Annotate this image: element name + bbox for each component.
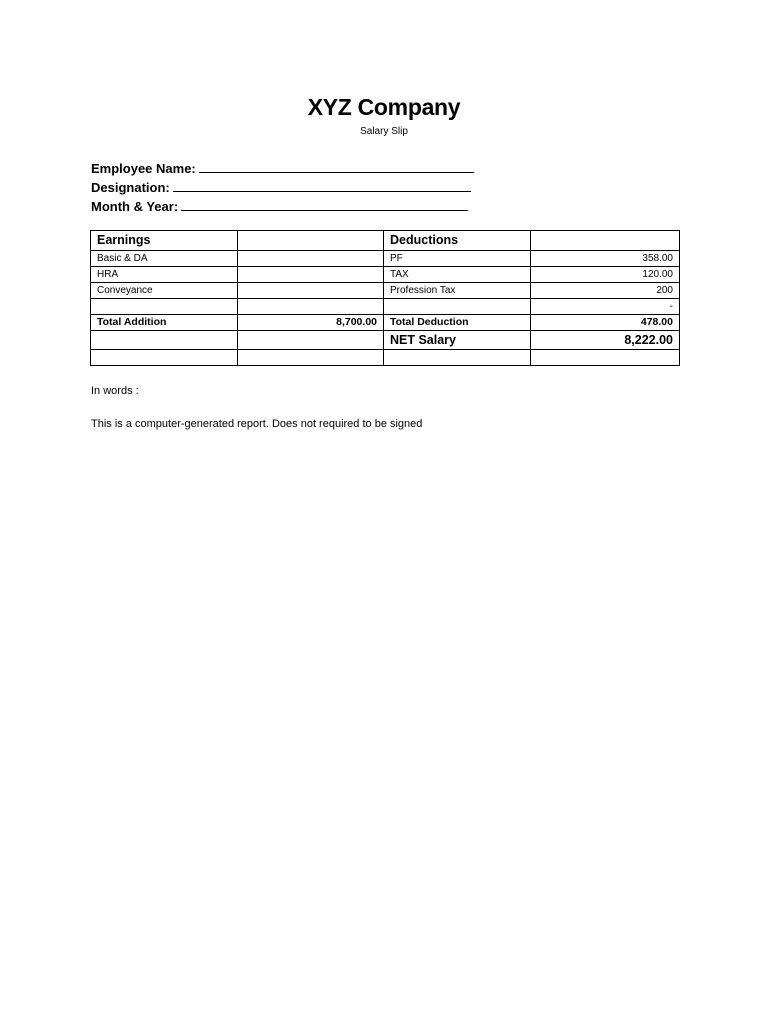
month-year-label: Month & Year:: [91, 199, 179, 214]
earning-amount: [238, 267, 384, 283]
empty-cell: [384, 350, 531, 366]
total-deduction-value: 478.00: [531, 315, 680, 331]
total-addition-label: Total Addition: [91, 315, 238, 331]
designation-blank-line: [173, 179, 471, 192]
net-salary-label: NET Salary: [384, 331, 531, 350]
deduction-label: TAX: [384, 267, 531, 283]
deduction-label: [384, 299, 531, 315]
deductions-header: Deductions: [384, 231, 531, 251]
designation-field: [91, 179, 471, 195]
table-row: [91, 350, 680, 366]
deduction-amount: 120.00: [531, 267, 680, 283]
deduction-label: Profession Tax: [384, 283, 531, 299]
month-year-field: [91, 198, 468, 214]
empty-cell: [238, 350, 384, 366]
net-empty-cell: [91, 331, 238, 350]
designation-label: Designation:: [91, 180, 170, 195]
month-year-blank-line: [181, 198, 468, 211]
employee-name-label: Employee Name:: [91, 161, 196, 176]
net-salary-value: 8,222.00: [531, 331, 680, 350]
net-empty-cell: [238, 331, 384, 350]
earning-label: Basic & DA: [91, 251, 238, 267]
computer-generated-note: This is a computer-generated report. Does not required to be signed: [91, 418, 423, 430]
total-deduction-label: Total Deduction: [384, 315, 531, 331]
earnings-amount-header: [238, 231, 384, 251]
earning-label: [91, 299, 238, 315]
deduction-amount: 358.00: [531, 251, 680, 267]
total-addition-value: 8,700.00: [238, 315, 384, 331]
earning-amount: [238, 251, 384, 267]
empty-cell: [91, 350, 238, 366]
earning-amount: [238, 299, 384, 315]
earnings-header: Earnings: [91, 231, 238, 251]
table-header-row: [91, 231, 680, 251]
deduction-amount: -: [531, 299, 680, 315]
table-row: [91, 283, 680, 299]
earning-label: Conveyance: [91, 283, 238, 299]
table-row: [91, 251, 680, 267]
empty-cell: [531, 350, 680, 366]
earning-amount: [238, 283, 384, 299]
employee-name-field: [91, 160, 474, 176]
table-row: [91, 267, 680, 283]
document-subtitle: Salary Slip: [360, 126, 408, 137]
net-salary-row: [91, 331, 680, 350]
company-title: XYZ Company: [307, 94, 461, 120]
deductions-amount-header: [531, 231, 680, 251]
earning-label: HRA: [91, 267, 238, 283]
employee-name-blank-line: [199, 160, 474, 173]
deduction-label: PF: [384, 251, 531, 267]
deduction-amount: 200: [531, 283, 680, 299]
salary-table: [90, 230, 680, 366]
table-row: [91, 299, 680, 315]
totals-row: [91, 315, 680, 331]
in-words-label: In words :: [91, 385, 139, 397]
